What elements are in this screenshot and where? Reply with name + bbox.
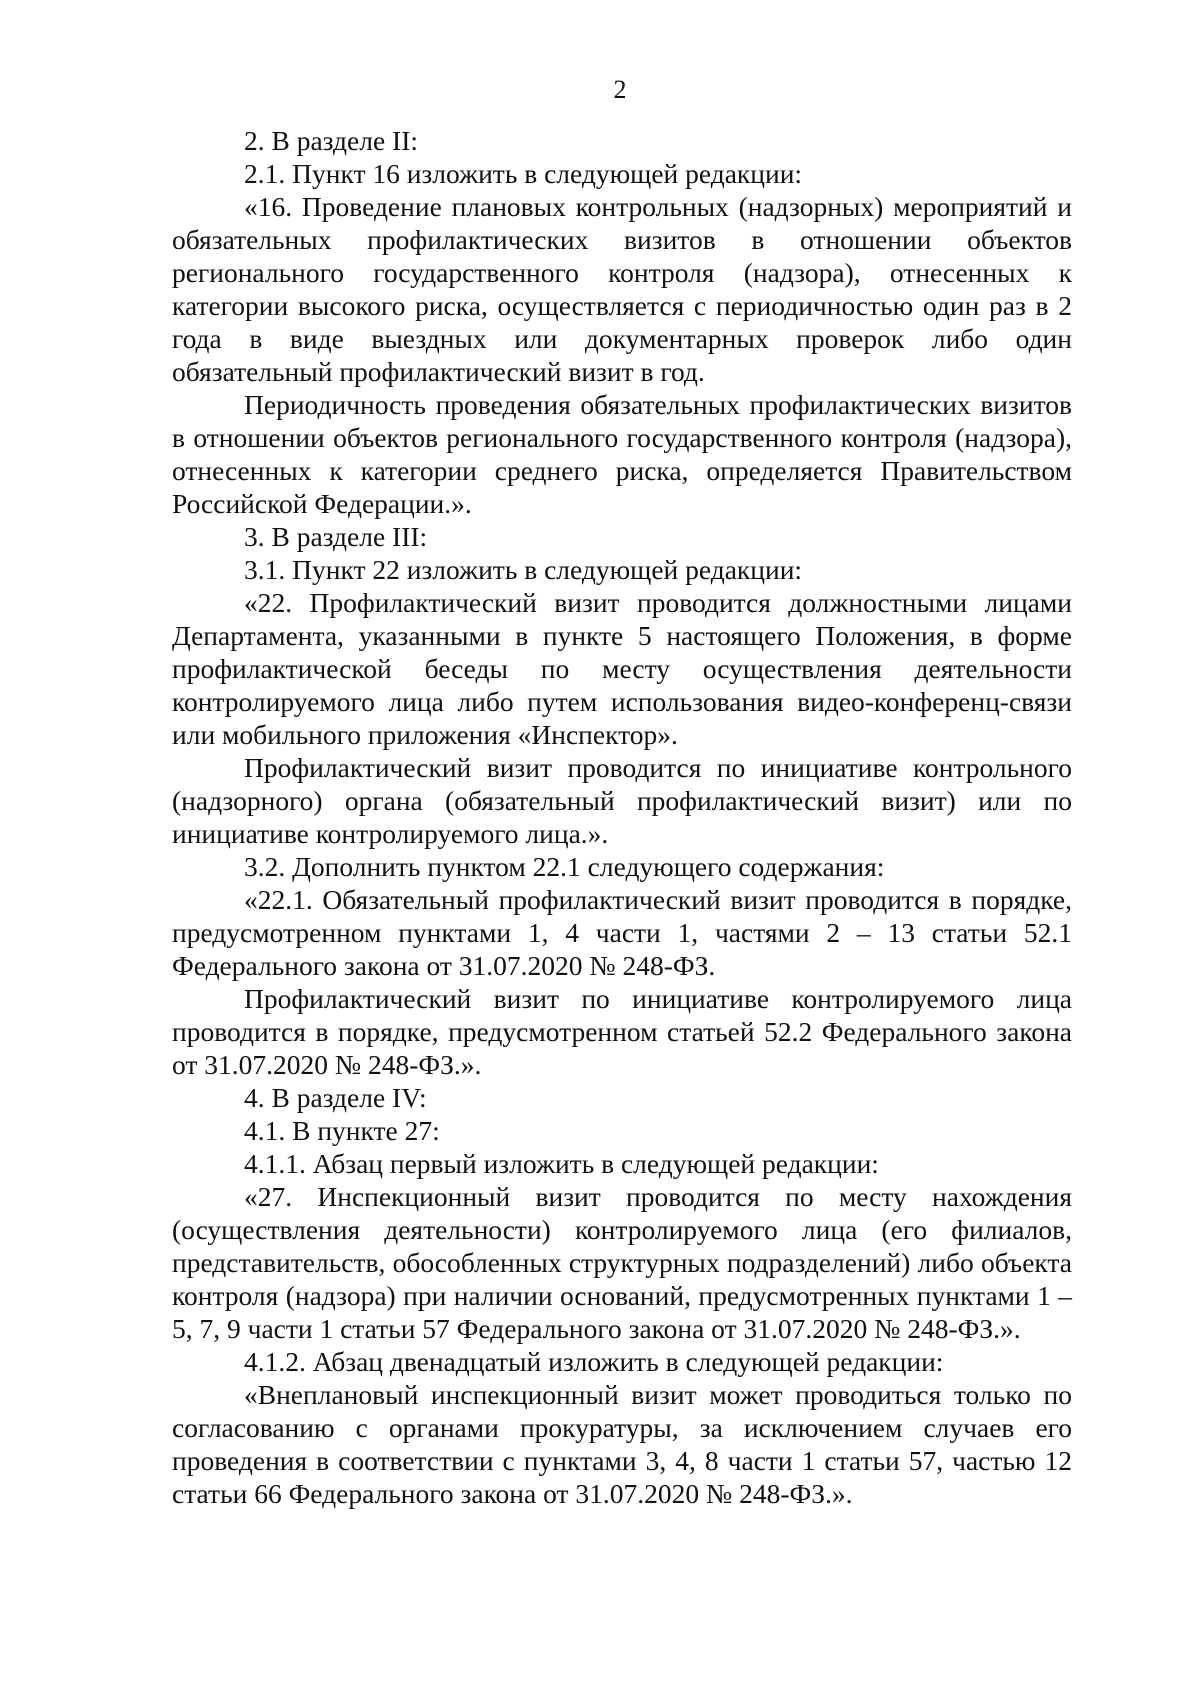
paragraph-quote-22: «22. Профилактический визит проводится должностными лицами Департамента, указанными в пункте 5 настоящего Положения, в форме профилактической беседы по месту осуществления деятельности контролируемого лица либо путем использования видео-конференц-связи или мобильного приложения «Инспектор». xyxy=(172,587,1072,750)
paragraph-quote-27: «27. Инспекционный визит проводится по месту нахождения (осуществления деятельности) контролируемого лица (его филиалов, представительств, обособленных структурных подразделений) либо объекта контроля (надзора) при наличии оснований, предусмотренных пунктами 1 – 5, 7, 9 части 1 статьи 57 Федерального закона от 31.07.2020 № 248-ФЗ.». xyxy=(172,1181,1072,1344)
paragraph-item-3-1: 3.1. Пункт 22 изложить в следующей редакции: xyxy=(244,554,803,585)
paragraph-quote-22-1: «22.1. Обязательный профилактический визит проводится в порядке, предусмотренном пунктами 1, 4 части 1, частями 2 – 13 статьи 52.1 Федерального закона от 31.07.2020 № 248-ФЗ. xyxy=(172,884,1072,981)
document-body xyxy=(172,124,1072,1510)
paragraph-section-2-heading: 2. В разделе II: xyxy=(244,125,418,156)
paragraph-periodicity: Периодичность проведения обязательных профилактических визитов в отношении объектов регионального государственного контроля (надзора), отнесенных к категории среднего риска, определяется Правительством Российской Федерации.». xyxy=(172,389,1072,519)
paragraph-visit-controlled-person: Профилактический визит по инициативе контролируемого лица проводится в порядке, предусмотренном статьей 52.2 Федерального закона от 31.07.2020 № 248-ФЗ.». xyxy=(172,983,1072,1080)
paragraph-item-3-2: 3.2. Дополнить пунктом 22.1 следующего содержания: xyxy=(244,851,885,882)
paragraph-unscheduled-visit: «Внеплановый инспекционный визит может проводиться только по согласованию с органами прокуратуры, за исключением случаев его проведения в соответствии с пунктами 3, 4, 8 части 1 статьи 57, частью 12 статьи 66 Федерального закона от 31.07.2020 № 248-ФЗ.». xyxy=(172,1379,1072,1509)
paragraph-item-4-1-2: 4.1.2. Абзац двенадцатый изложить в следующей редакции: xyxy=(244,1346,944,1377)
paragraph-item-2-1: 2.1. Пункт 16 изложить в следующей редакции: xyxy=(244,158,803,189)
page-number: 2 xyxy=(613,75,627,104)
paragraph-section-3-heading: 3. В разделе III: xyxy=(244,521,428,552)
paragraph-quote-16: «16. Проведение плановых контрольных (надзорных) мероприятий и обязательных профилактических визитов в отношении объектов регионального государственного контроля (надзора), отнесенных к категории высокого риска, осуществляется с периодичностью один раз в 2 года в виде выездных или документарных проверок либо один обязательный профилактический визит в год. xyxy=(172,191,1072,387)
paragraph-section-4-heading: 4. В разделе IV: xyxy=(244,1082,427,1113)
paragraph-item-4-1-1: 4.1.1. Абзац первый изложить в следующей редакции: xyxy=(244,1148,879,1179)
paragraph-item-4-1: 4.1. В пункте 27: xyxy=(244,1115,440,1146)
paragraph-visit-initiative: Профилактический визит проводится по инициативе контрольного (надзорного) органа (обязательный профилактический визит) или по инициативе контролируемого лица.». xyxy=(172,752,1072,849)
